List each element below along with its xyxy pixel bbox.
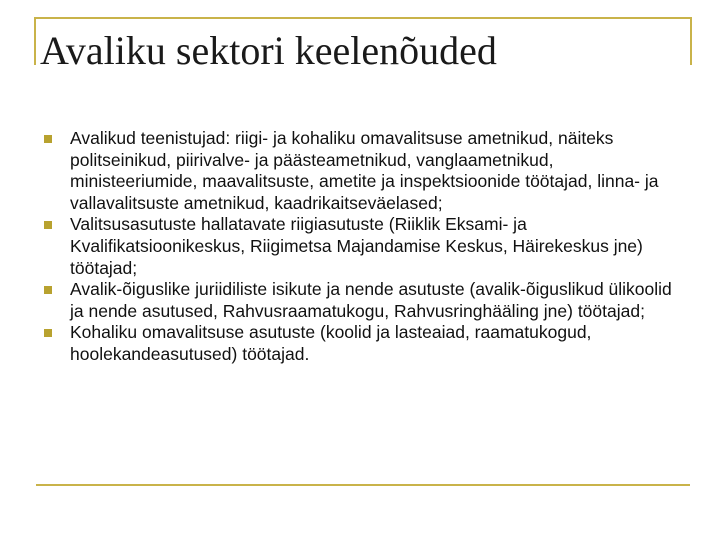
footer-divider-line — [36, 484, 690, 486]
bullet-item — [42, 279, 672, 322]
slide-title: Avaliku sektori keelenõuded — [40, 28, 497, 73]
square-bullet-icon — [44, 286, 52, 294]
title-frame-top-line — [34, 17, 692, 19]
bullet-text: Avalikud teenistujad: riigi- ja kohaliku omavalitsuse ametnikud, näiteks politseinikud, piirivalve- ja päästeametnikud, vanglaametnikud, ministeeriumide, maavalitsuste, ametite ja inspektsioonide töötajad, linna- ja vallavalitsuste ametnikud, kaadrikaitseväelased; — [70, 128, 659, 213]
bullet-item — [42, 214, 672, 279]
square-bullet-icon — [44, 221, 52, 229]
bullet-item — [42, 128, 672, 214]
bullet-list — [42, 128, 672, 366]
square-bullet-icon — [44, 329, 52, 337]
square-bullet-icon — [44, 135, 52, 143]
bullet-text: Avalik-õiguslike juriidiliste isikute ja nende asutuste (avalik-õiguslikud ülikoolid ja nende asutused, Rahvusraamatukogu, Rahvusringhääling jne) töötajad; — [70, 279, 672, 321]
bullet-text: Kohaliku omavalitsuse asutuste (koolid ja lasteaiad, raamatukogud, hoolekandeasutused) töötajad. — [70, 322, 592, 364]
bullet-text: Valitsusasutuste hallatavate riigiasutuste (Riiklik Eksami- ja Kvalifikatsioonikeskus, Riigimetsa Majandamise Keskus, Häirekeskus jne) töötajad; — [70, 214, 643, 278]
title-frame-right-line — [690, 17, 692, 65]
title-frame-left-line — [34, 17, 36, 65]
bullet-item — [42, 322, 672, 365]
